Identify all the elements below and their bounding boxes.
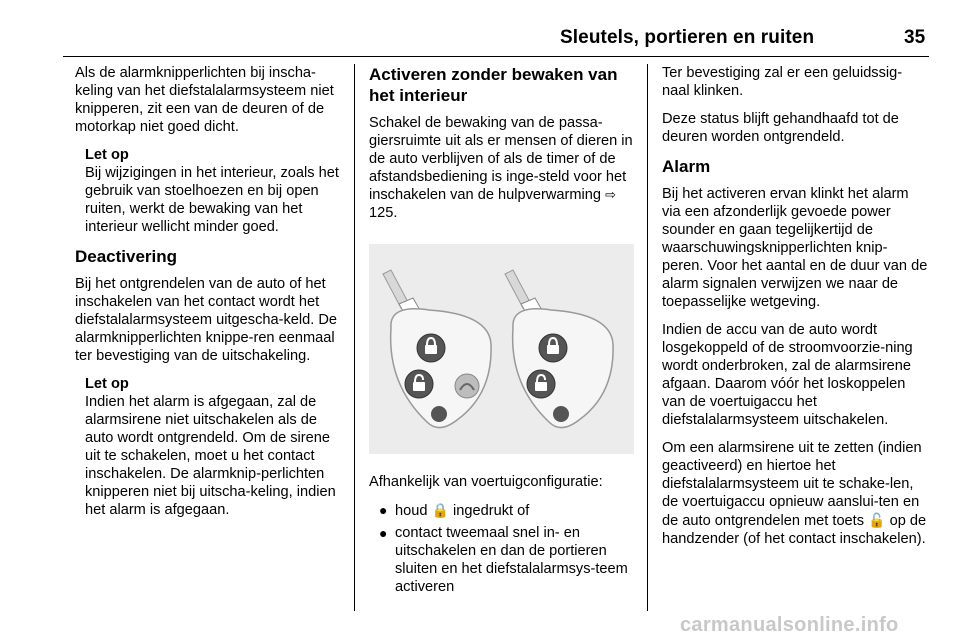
section-heading-alarm: Alarm xyxy=(662,157,711,176)
column-divider-1 xyxy=(354,64,355,611)
section-heading-deactivering: Deactivering xyxy=(75,247,178,266)
paragraph-text: op de handzender (of het contact inschakelen). xyxy=(662,513,927,547)
paragraph xyxy=(662,439,928,548)
remote-key-illustration xyxy=(369,244,634,454)
list-item-text: ingedrukt of xyxy=(453,503,530,519)
page-reference-link[interactable]: 125. xyxy=(369,205,398,221)
unlock-button-icon: 🔓 xyxy=(868,512,886,528)
column-divider-2 xyxy=(647,64,648,611)
page-reference-arrow-icon: ⇨ xyxy=(605,187,616,202)
running-header-title: Sleutels, portieren en ruiten xyxy=(560,27,815,48)
paragraph xyxy=(369,114,634,222)
paragraph: Bij het ontgrendelen van de auto of het inschakelen van het contact wordt het diefstalalarmsysteem uitgescha-keld. De alarmknipperlichten knippe-ren eenmaal ter bevestiging van de uitschakeling. xyxy=(75,276,337,364)
note-text: Bij wijzigingen in het interieur, zoals het gebruik van stoelhoezen en bij open ruiten, werkt de bewaking van het interieur wellicht minder goed. xyxy=(85,165,339,235)
bullet-dot-icon: ● xyxy=(379,502,388,518)
list-item xyxy=(369,501,634,520)
bullet-list xyxy=(369,501,634,596)
paragraph-text: Schakel de bewaking van de passa-giersruimte uit als er mensen of dieren in de auto verblijven of als de timer of de afstandsbediening is inge-steld voor het inschakelen van de hulpverwarming xyxy=(369,115,633,203)
column-1 xyxy=(75,64,347,529)
list-item-text: houd xyxy=(395,503,428,519)
header-rule xyxy=(63,56,929,57)
paragraph: Afhankelijk van voertuigconfiguratie: xyxy=(369,474,603,490)
note-box xyxy=(85,146,347,236)
note-heading: Let op xyxy=(85,376,129,392)
list-item-text: contact tweemaal snel in- en uitschakelen en dan de portieren sluiten en het diefstalalarmsys-teem activeren xyxy=(395,525,628,595)
lock-button-icon: 🔒 xyxy=(431,502,449,518)
paragraph: Indien de accu van de auto wordt losgekoppeld of de stroomvoorzie-ning wordt onderbroken, zal de alarmsirene afgaan. Daarom vóór het loskoppelen van de voertuigaccu het diefstalalarmsysteem uitschakelen. xyxy=(662,322,913,428)
column-2 xyxy=(369,64,634,600)
paragraph: Ter bevestiging zal er een geluidssig-naal klinken. xyxy=(662,65,903,99)
note-text: Indien het alarm is afgegaan, zal de alarmsirene niet uitschakelen als de auto wordt ontgrendeld. Om de sirene uit te schakelen, moet u het contact inschakelen. De alarmknip-perlichten knipperen niet bij uitscha-keling, indien het alarm is afgegaan. xyxy=(85,394,336,518)
note-box xyxy=(85,375,347,519)
paragraph: Als de alarmknipperlichten bij inscha-keling van het diefstalalarmsysteem niet knipperen, zit een van de deuren of de motorkap niet goed dicht. xyxy=(75,65,334,135)
note-heading: Let op xyxy=(85,147,129,163)
page-number: 35 xyxy=(904,27,926,48)
watermark: carmanualsonline.info xyxy=(680,614,899,636)
paragraph: Deze status blijft gehandhaafd tot de deuren worden ontgrendeld. xyxy=(662,111,899,145)
bullet-dot-icon: ● xyxy=(379,525,388,541)
section-heading-activeren: Activeren zonder bewaken van het interieur xyxy=(369,65,618,105)
column-3 xyxy=(662,64,928,558)
paragraph-text: Om een alarmsirene uit te zetten (indien geactiveerd) en hiertoe het diefstalalarmsysteem uit te schake-len, de voertuigaccu opnieuw aanslui-ten en de auto ontgrendelen met toets xyxy=(662,440,922,529)
list-item xyxy=(369,524,634,596)
paragraph: Bij het activeren ervan klinkt het alarm via een afzonderlijk gevoede power sounder en gaan tegelijkertijd de waarschuwingsknipperlichten knip-peren. Voor het aantal en de duur van de alarm signalen verwijzen we naar de toepasselijke wetgeving. xyxy=(662,186,928,310)
